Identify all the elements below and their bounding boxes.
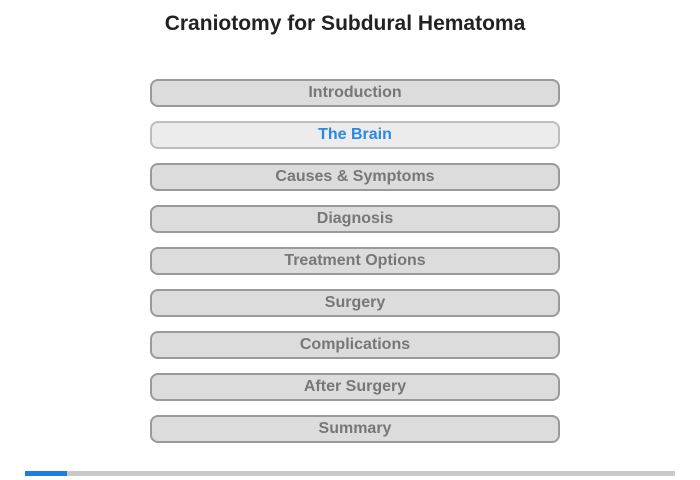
menu-item-label: The Brain — [318, 126, 392, 143]
menu-item-treatment-options[interactable] — [150, 247, 560, 275]
progress-fill — [25, 471, 67, 476]
menu-item-label: Summary — [318, 420, 392, 437]
menu-item-label: Surgery — [324, 294, 386, 311]
menu-item-label: Introduction — [308, 84, 402, 101]
menu-item-label: Complications — [299, 336, 411, 353]
progress-bar — [25, 471, 675, 476]
menu-item-diagnosis[interactable] — [150, 205, 560, 233]
menu-item-label: Diagnosis — [316, 210, 394, 227]
menu-item-complications[interactable] — [150, 331, 560, 359]
menu-item-label: After Surgery — [303, 378, 407, 395]
menu-item-label: Causes & Symptoms — [275, 168, 435, 185]
chapter-menu — [150, 79, 560, 457]
menu-item-introduction[interactable] — [150, 79, 560, 107]
page-title: Craniotomy for Subdural Hematoma — [164, 12, 526, 35]
menu-item-surgery[interactable] — [150, 289, 560, 317]
menu-item-after-surgery[interactable] — [150, 373, 560, 401]
menu-item-the-brain[interactable] — [150, 121, 560, 149]
menu-item-causes-symptoms[interactable] — [150, 163, 560, 191]
menu-item-label: Treatment Options — [284, 252, 426, 269]
menu-item-summary[interactable] — [150, 415, 560, 443]
